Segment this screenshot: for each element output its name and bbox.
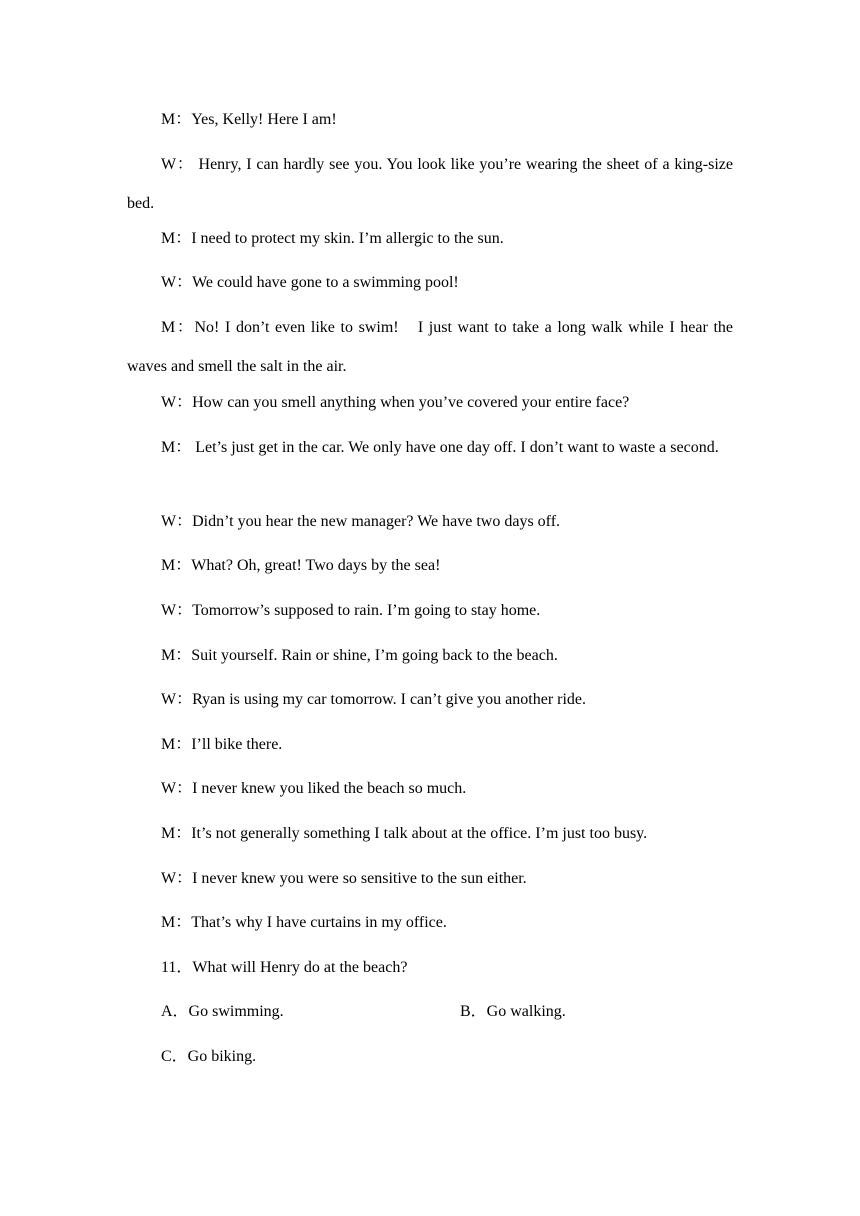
dialogue-line: M：What? Oh, great! Two days by the sea! <box>161 557 441 574</box>
dialogue-line: M：It’s not generally something I talk about at the office. I’m just too busy. <box>161 825 648 842</box>
dialogue-line: W：Didn’t you hear the new manager? We have two days off. <box>161 513 561 530</box>
dialogue-line: M：That’s why I have curtains in my office. <box>161 914 447 931</box>
dialogue-line: M：Yes, Kelly! Here I am! <box>161 111 337 128</box>
dialogue-line: M：No! I don’t even like to swim! I just want to take a long walk while I hear the waves and smell the salt in the air. <box>127 319 733 375</box>
question-text: 11．What will Henry do at the beach? <box>161 959 408 976</box>
dialogue-line: W：We could have gone to a swimming pool! <box>161 274 459 291</box>
answer-option-b: B．Go walking. <box>460 1003 566 1020</box>
answer-option-a: A．Go swimming. <box>161 1003 284 1020</box>
dialogue-line: M： Let’s just get in the car. We only have one day off. I don’t want to waste a second. <box>161 439 719 456</box>
answer-option-c: C．Go biking. <box>161 1048 257 1065</box>
dialogue-line: W：How can you smell anything when you’ve covered your entire face? <box>161 394 630 411</box>
dialogue-line: M：I need to protect my skin. I’m allergic to the sun. <box>161 230 504 247</box>
dialogue-line: M：Suit yourself. Rain or shine, I’m going back to the beach. <box>161 647 558 664</box>
dialogue-line: W：Tomorrow’s supposed to rain. I’m going to stay home. <box>161 602 541 619</box>
dialogue-line: W： Henry, I can hardly see you. You look like you’re wearing the sheet of a king-size bed. <box>127 156 733 212</box>
dialogue-line: W：I never knew you liked the beach so much. <box>161 780 467 797</box>
dialogue-line: M：I’ll bike there. <box>161 736 283 753</box>
dialogue-line: W：Ryan is using my car tomorrow. I can’t give you another ride. <box>161 691 587 708</box>
dialogue-line: W：I never knew you were so sensitive to the sun either. <box>161 870 527 887</box>
